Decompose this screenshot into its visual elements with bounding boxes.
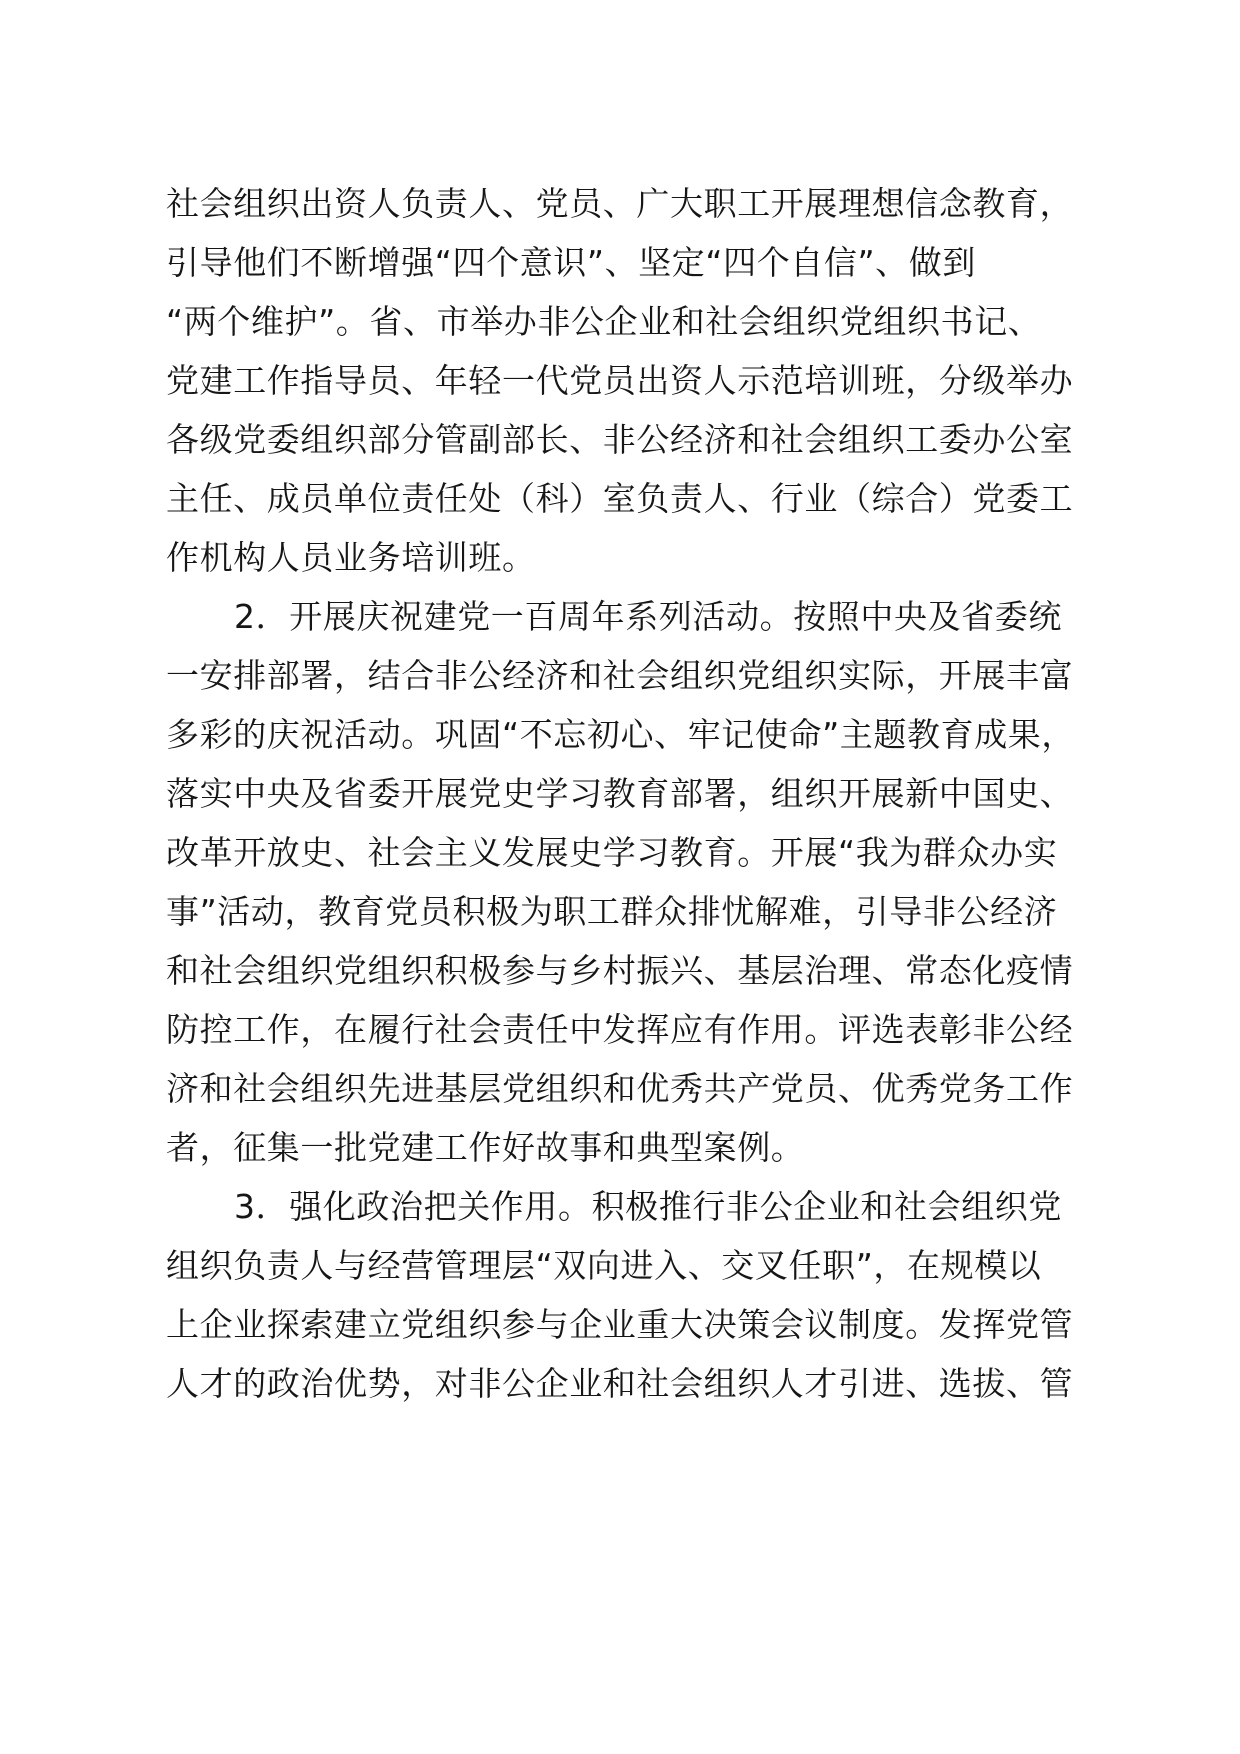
text-line: 党建工作指导员、年轻一代党员出资人示范培训班，分级举办 xyxy=(166,361,1074,400)
paragraph-3-first-line: 3．强化政治把关作用。积极推行非公企业和社会组织党 xyxy=(234,1187,1062,1226)
text-line: 组织负责人与经营管理层“双向进入、交叉任职”，在规模以 xyxy=(166,1246,1042,1285)
text-line: 落实中央及省委开展党史学习教育部署，组织开展新中国史、 xyxy=(166,774,1074,813)
text-line: 主任、成员单位责任处（科）室负责人、行业（综合）党委工 xyxy=(166,479,1074,518)
text-line: 一安排部署，结合非公经济和社会组织党组织实际，开展丰富 xyxy=(166,656,1074,695)
text-line: “两个维护”。省、市举办非公企业和社会组织党组织书记、 xyxy=(166,302,1042,341)
text-line: 和社会组织党组织积极参与乡村振兴、基层治理、常态化疫情 xyxy=(166,951,1074,990)
text-line: 防控工作，在履行社会责任中发挥应有作用。评选表彰非公经 xyxy=(166,1010,1074,1049)
text-line: 引导他们不断增强“四个意识”、坚定“四个自信”、做到 xyxy=(166,243,976,282)
text-line: 社会组织出资人负责人、党员、广大职工开展理想信念教育， xyxy=(166,184,1074,223)
text-line: 人才的政治优势，对非公企业和社会组织人才引进、选拔、管 xyxy=(166,1364,1074,1403)
text-line: 多彩的庆祝活动。巩固“不忘初心、牢记使命”主题教育成果， xyxy=(166,715,1075,754)
text-line: 各级党委组织部分管副部长、非公经济和社会组织工委办公室 xyxy=(166,420,1074,459)
text-line: 上企业探索建立党组织参与企业重大决策会议制度。发挥党管 xyxy=(166,1305,1074,1344)
text-line: 济和社会组织先进基层党组织和优秀共产党员、优秀党务工作 xyxy=(166,1069,1074,1108)
text-line: 改革开放史、社会主义发展史学习教育。开展“我为群众办实 xyxy=(166,833,1058,872)
paragraph-2-first-line: 2．开展庆祝建党一百周年系列活动。按照中央及省委统 xyxy=(234,597,1062,636)
text-line: 作机构人员业务培训班。 xyxy=(166,538,536,577)
text-line: 事”活动，教育党员积极为职工群众排忧解难，引导非公经济 xyxy=(166,892,1058,931)
text-line: 者，征集一批党建工作好故事和典型案例。 xyxy=(166,1128,805,1167)
